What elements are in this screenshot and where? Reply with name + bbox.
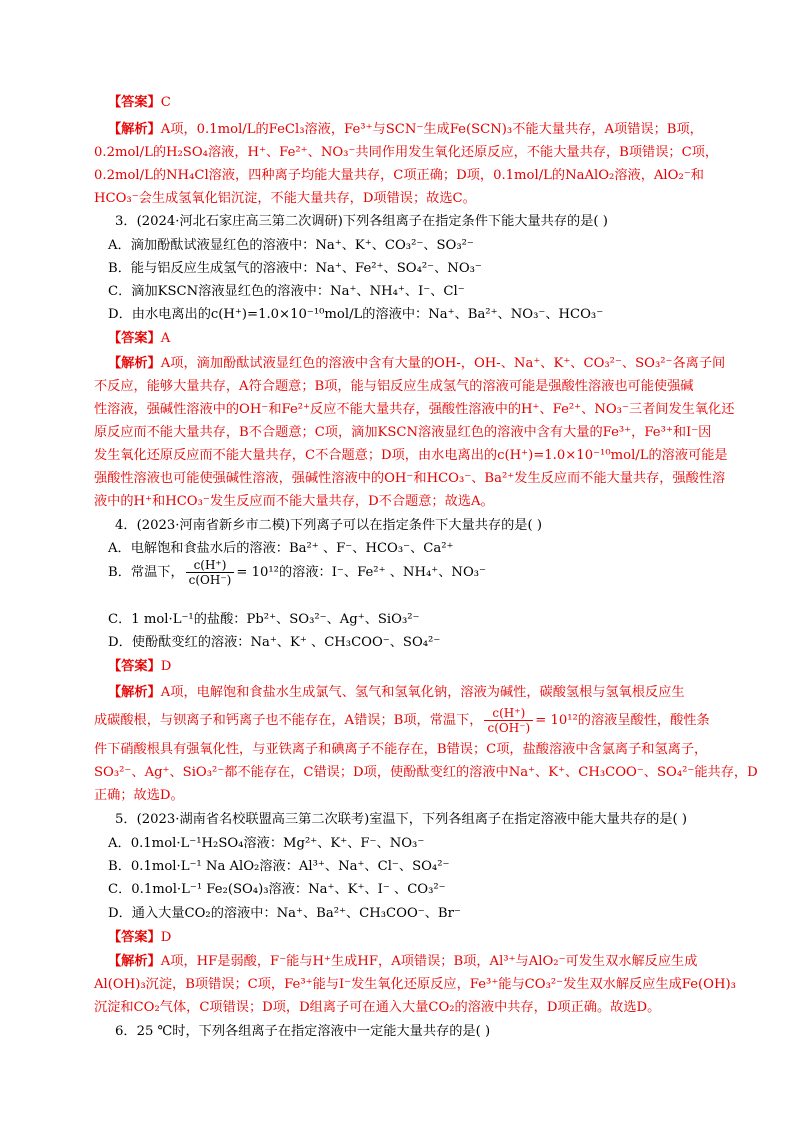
q5-analysis-line-2: Al(OH)₃沉淀，B项错误；C项，Fe³⁺能与I⁻发生氧化还原反应，Fe³⁺能与CO₃²⁻发生双水解反应生成Fe(OH)₃ [94,977,736,992]
q3-option-c: C．滴加KSCN溶液显红色的溶液中：Na⁺、NH₄⁺、I⁻、Cl⁻ [108,284,465,299]
fraction [484,706,533,735]
q2-analysis-line-3: 0.2mol/L的NH₄Cl溶液，四种离子均能大量共存，C项正确；D项，0.1mol/L的NaAlO₂溶液，AlO₂⁻和 [94,168,704,183]
q6-stem: 6．25 ℃时，下列各组离子在指定溶液中一定能大量共存的是( ) [115,1024,491,1039]
q3-analysis-line-1 [108,355,725,373]
q4-option-a: A．电解饱和食盐水后的溶液：Ba²⁺ 、F⁻、HCO₃⁻、Ca²⁺ [108,541,454,556]
q3-option-a: A．滴加酚酞试液显红色的溶液中：Na⁺、K⁺、CO₃²⁻、SO₃²⁻ [108,238,474,253]
q5-option-d: D．通入大量CO₂的溶液中：Na⁺、Ba²⁺、CH₃COO⁻、Br⁻ [108,906,461,921]
fraction-denominator: c(OH⁻) [186,572,235,587]
q3-analysis-line-7: 液中的H⁺和HCO₃⁻发生反应而不能大量共存，D不合题意；故选A。 [94,494,494,509]
q4-analysis-line-4: SO₃²⁻、Ag⁺、SiO₃²⁻都不能存在，C错误；D项，使酚酞变红的溶液中Na⁺、K⁺、CH₃COO⁻、SO₄²⁻能共存，D [94,765,758,780]
q3-analysis-line-2: 不反应，能够大量共存，A符合题意；B项，能与铝反应生成氢气的溶液可能是强酸性溶液也可能使强碱 [94,379,694,394]
q3-analysis-line-5: 发生氧化还原反应而不能大量共存，C不合题意；D项，由水电离出的c(H⁺)=1.0×10⁻¹⁰mol/L的溶液可能是 [94,448,728,463]
analysis-text: A项，0.1mol/L的FeCl₃溶液，Fe³⁺与SCN⁻生成Fe(SCN)₃不能大量共存，A项错误；B项， [160,122,703,137]
fraction-numerator: c(H⁺) [193,558,227,572]
answer-label: 【答案】 [108,659,161,674]
q5-option-a: A．0.1mol·L⁻¹H₂SO₄溶液：Mg²⁺、K⁺、F⁻、NO₃⁻ [108,836,425,851]
q2-analysis-line-2: 0.2mol/L的H₂SO₄溶液，H⁺、Fe²⁺、NO₃⁻共同作用发生氧化还原反应，不能大量共存，B项错误；C项， [94,145,719,160]
answer-value: A [160,331,171,346]
answer-label: 【答案】 [108,95,161,110]
analysis-label: 【解析】 [108,122,161,137]
q4-analysis-line-3: 件下硝酸根具有强氧化性，与亚铁离子和碘离子不能存在，B错误；C项，盐酸溶液中含氯离子和氢离子， [94,742,708,757]
fraction-numerator: c(H⁺) [492,706,526,720]
q4-analysis-line-5: 正确；故选D。 [94,788,184,803]
q2-answer [108,94,171,112]
q3-answer [108,330,170,348]
q4-option-b [108,550,486,596]
q3-option-b: B．能与铝反应生成氢气的溶液中：Na⁺、Fe²⁺、SO₄²⁻、NO₃⁻ [108,261,482,276]
q5-analysis-line-3: 沉淀和CO₂气体，C项错误；D项，D组离子可在通入大量CO₂的溶液中共存，D项正确。故选D。 [94,1000,661,1015]
fraction [186,558,235,587]
analysis-text: A项，HF是弱酸，F⁻能与H⁺生成HF，A项错误；B项，Al³⁺与AlO₂⁻可发生双水解反应生成 [160,954,698,969]
answer-value: D [160,659,172,674]
answer-value: C [160,95,171,110]
option-b-suffix: = 10¹²的溶液：I⁻、Fe²⁺ 、NH₄⁺、NO₃⁻ [236,565,487,580]
answer-label: 【答案】 [108,331,161,346]
q4-option-c: C．1 mol·L⁻¹的盐酸：Pb²⁺、SO₃²⁻、Ag⁺、SiO₃²⁻ [108,612,420,627]
option-b-prefix: B．常温下， [108,565,184,580]
q2-analysis-line-1 [108,121,703,139]
analysis-label: 【解析】 [108,954,161,969]
answer-label: 【答案】 [108,930,161,945]
q5-option-b: B．0.1mol·L⁻¹ Na AlO₂溶液：Al³⁺、Na⁺、Cl⁻、SO₄²⁻ [108,859,450,874]
q5-analysis-line-1 [108,953,697,971]
analysis-label: 【解析】 [108,685,161,700]
q5-answer [108,929,171,947]
q2-analysis-line-4: HCO₃⁻会生成氢氧化铝沉淀，不能大量共存，D项错误；故选C。 [94,191,476,206]
fraction-denominator: c(OH⁻) [484,720,533,735]
analysis-line-2-prefix: 成碳酸根，与钡离子和钙离子也不能存在，A错误；B项，常温下， [94,713,483,728]
analysis-line-2-suffix: = 10¹²的溶液呈酸性，酸性条 [535,713,710,728]
q3-option-d: D．由水电离出的c(H⁺)=1.0×10⁻¹⁰mol/L的溶液中：Na⁺、Ba²⁺、NO₃⁻、HCO₃⁻ [108,307,604,322]
analysis-text: A项，滴加酚酞试液显红色的溶液中含有大量的OH-，OH-、Na⁺、K⁺、CO₃²⁻、SO₃²⁻各离子间 [160,356,726,371]
q3-analysis-line-3: 性溶液，强碱性溶液中的OH⁻和Fe²⁺反应不能大量共存，强酸性溶液中的H⁺、Fe²⁺、NO₃⁻三者间发生氧化还 [94,402,735,417]
q3-analysis-line-6: 强酸性溶液也可能使强碱性溶液，强碱性溶液中的OH⁻和HCO₃⁻、Ba²⁺发生反应而不能大量共存，强酸性溶 [94,471,726,486]
analysis-text: A项，电解饱和食盐水生成氯气、氢气和氢氧化钠，溶液为碱性，碳酸氢根与氢氧根反应生 [160,685,685,700]
q4-option-d: D．使酚酞变红的溶液：Na⁺、K⁺ 、CH₃COO⁻、SO₄²⁻ [108,635,441,650]
q4-analysis-line-2 [94,698,710,744]
q4-stem: 4．(2023·河南省新乡市二模)下列离子可以在指定条件下大量共存的是( ) [115,518,542,533]
q5-option-c: C．0.1mol·L⁻¹ Fe₂(SO₄)₃溶液：Na⁺、K⁺、I⁻ 、CO₃²⁻ [108,882,446,897]
answer-value: D [160,930,172,945]
q4-answer [108,658,171,676]
analysis-label: 【解析】 [108,356,161,371]
q5-stem: 5．(2023·湖南省名校联盟高三第二次联考)室温下，下列各组离子在指定溶液中能大量共存的是( ) [115,812,688,827]
q3-stem: 3．(2024·河北石家庄高三第二次调研)下列各组离子在指定条件下能大量共存的是( ) [115,214,608,229]
q3-analysis-line-4: 原反应而不能大量共存，B不合题意；C项，滴加KSCN溶液显红色的溶液中含有大量的Fe³⁺，Fe³⁺和I⁻因 [94,425,712,440]
